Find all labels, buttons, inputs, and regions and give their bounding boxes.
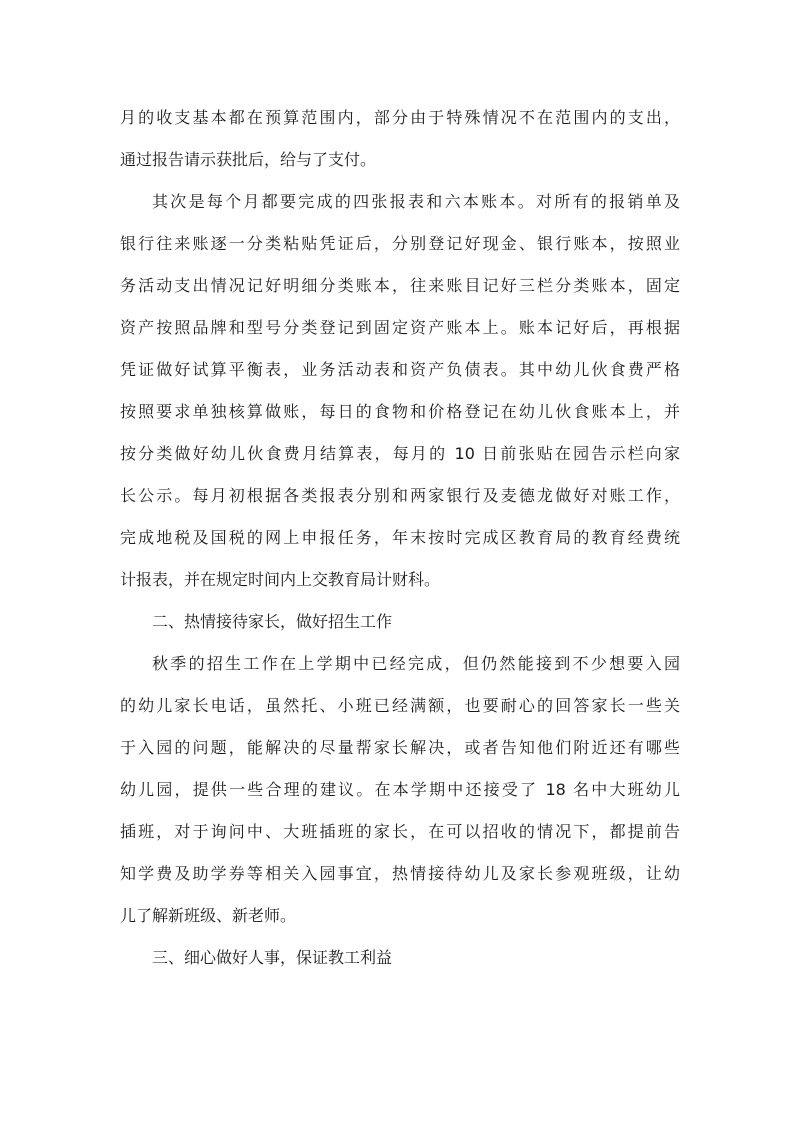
- paragraph-line: 知学费及助学券等相关入园事宜，热情接待幼儿及家长参观班级，让幼: [120, 864, 680, 883]
- paragraph-line: 插班，对于询问中、大班插班的家长，在可以招收的情况下，都提前告: [120, 822, 680, 841]
- paragraph-line: 的幼儿家长电话，虽然托、小班已经满额，也要耐心的回答家长一些关: [120, 696, 680, 715]
- paragraph-line: 凭证做好试算平衡表，业务活动表和资产负债表。其中幼儿伙食费严格: [120, 360, 680, 379]
- paragraph-line: 月的收支基本都在预算范围内，部分由于特殊情况不在范围内的支出，: [120, 108, 680, 127]
- paragraph-line: 于入园的问题，能解决的尽量帮家长解决，或者告知他们附近还有哪些: [120, 738, 680, 757]
- paragraph-line: 计报表，并在规定时间内上交教育局计财科。: [120, 570, 441, 589]
- paragraph-line: 幼儿园，提供一些合理的建议。在本学期中还接受了 18 名中大班幼儿: [120, 780, 680, 799]
- paragraph-line: 按照要求单独核算做账，每日的食物和价格登记在幼儿伙食账本上，并: [120, 402, 680, 421]
- paragraph-line: 其次是每个月都要完成的四张报表和六本账本。对所有的报销单及: [152, 192, 680, 211]
- paragraph-line: 务活动支出情况记好明细分类账本，往来账目记好三栏分类账本，固定: [120, 276, 680, 295]
- paragraph-line: 资产按照品牌和型号分类登记到固定资产账本上。账本记好后，再根据: [120, 318, 680, 337]
- paragraph-line: 完成地税及国税的网上申报任务，年末按时完成区教育局的教育经费统: [120, 528, 680, 547]
- paragraph-line: 通过报告请示获批后，给与了支付。: [120, 150, 377, 169]
- paragraph-line: 秋季的招生工作在上学期中已经完成，但仍然能接到不少想要入园: [152, 654, 680, 673]
- paragraph-line: 儿了解新班级、新老师。: [120, 906, 297, 925]
- section-heading: 二、热情接待家长，做好招生工作: [152, 612, 393, 631]
- paragraph-line: 按分类做好幼儿伙食费月结算表，每月的 10 日前张贴在园告示栏向家: [120, 444, 680, 463]
- paragraph-line: 银行往来账逐一分类粘贴凭证后，分别登记好现金、银行账本，按照业: [120, 234, 680, 253]
- section-heading: 三、细心做好人事，保证教工利益: [152, 948, 393, 967]
- paragraph-line: 长公示。每月初根据各类报表分别和两家银行及麦德龙做好对账工作，: [120, 486, 680, 505]
